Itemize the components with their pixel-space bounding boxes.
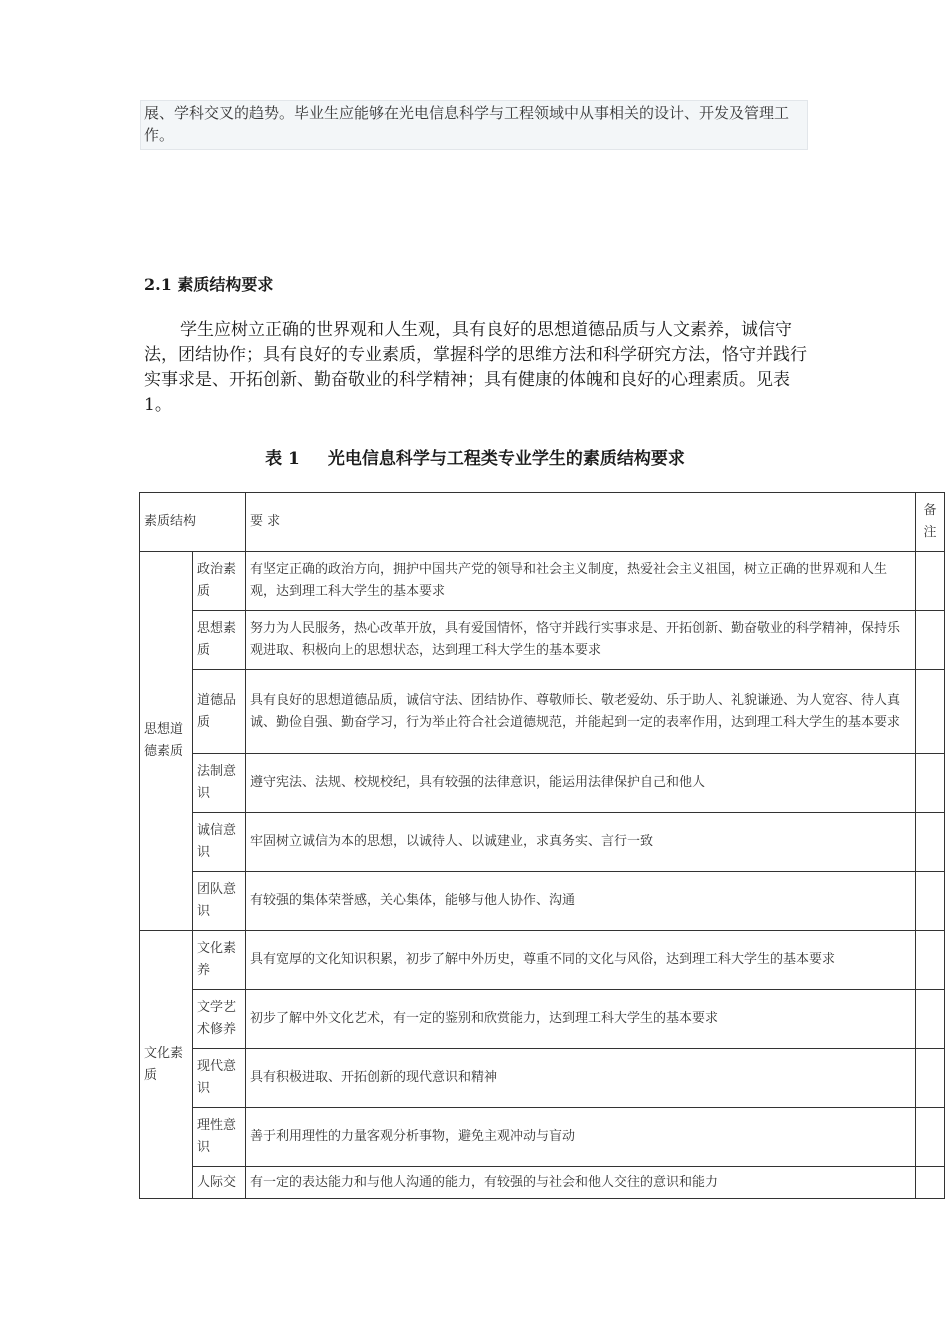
section-paragraph: 学生应树立正确的世界观和人生观，具有良好的思想道德品质与人文素养，诚信守法，团结协作；具有良好的专业素质，掌握科学的思维方法和科学研究方法，恪守并践行实事求是、开拓创新、勤奋敬业的科学精神；具有健康的体魄和良好的心理素质。见表 1。 <box>144 320 807 415</box>
requirement-cell: 遵守宪法、法规、校规校纪，具有较强的法律意识，能运用法律保护自己和他人 <box>246 754 916 813</box>
sub-label: 理性意识 <box>193 1108 246 1167</box>
intro-paragraph: 展、学科交叉的趋势。毕业生应能够在光电信息科学与工程领域中从事相关的设计、开发及管理工作。 <box>140 100 808 150</box>
sub-label: 道德品质 <box>193 670 246 754</box>
note-cell <box>916 754 945 813</box>
header-structure: 素质结构 <box>140 493 246 552</box>
table-caption-title: 光电信息科学与工程类专业学生的素质结构要求 <box>327 449 685 469</box>
note-cell <box>916 813 945 872</box>
note-cell <box>916 1108 945 1167</box>
sub-label: 文学艺术修养 <box>193 990 246 1049</box>
requirement-cell: 有一定的表达能力和与他人沟通的能力，有较强的与社会和他人交往的意识和能力 <box>246 1167 916 1199</box>
table-row <box>140 670 945 754</box>
table-caption-number: 表 1 <box>265 449 300 469</box>
table-row <box>140 552 945 611</box>
sub-label: 思想素质 <box>193 611 246 670</box>
note-cell <box>916 1167 945 1199</box>
table-header-row <box>140 493 945 552</box>
table-row <box>140 754 945 813</box>
requirement-cell: 有坚定正确的政治方向，拥护中国共产党的领导和社会主义制度，热爱社会主义祖国，树立正确的世界观和人生观，达到理工科大学生的基本要求 <box>246 552 916 611</box>
table-row <box>140 931 945 990</box>
note-cell <box>916 611 945 670</box>
requirement-cell: 努力为人民服务，热心改革开放，具有爱国情怀，恪守并践行实事求是、开拓创新、勤奋敬业的科学精神，保持乐观进取、积极向上的思想状态，达到理工科大学生的基本要求 <box>246 611 916 670</box>
header-requirement: 要 求 <box>246 493 916 552</box>
section-heading: 2.1 素质结构要求 <box>144 275 274 294</box>
note-cell <box>916 872 945 931</box>
sub-label: 人际交 <box>193 1167 246 1199</box>
sub-label: 文化素养 <box>193 931 246 990</box>
table-row <box>140 1167 945 1199</box>
table-row <box>140 872 945 931</box>
table-row <box>140 813 945 872</box>
sub-label: 诚信意识 <box>193 813 246 872</box>
note-cell <box>916 931 945 990</box>
note-cell <box>916 552 945 611</box>
group-label: 文化素质 <box>140 931 193 1199</box>
requirement-cell: 善于利用理性的力量客观分析事物，避免主观冲动与盲动 <box>246 1108 916 1167</box>
note-cell <box>916 1049 945 1108</box>
table-row <box>140 611 945 670</box>
sub-label: 政治素质 <box>193 552 246 611</box>
table-row <box>140 1049 945 1108</box>
requirement-cell: 具有宽厚的文化知识积累，初步了解中外历史，尊重不同的文化与风俗，达到理工科大学生的基本要求 <box>246 931 916 990</box>
quality-structure-table <box>139 492 945 1199</box>
table-caption <box>0 444 950 469</box>
group-label: 思想道德素质 <box>140 552 193 931</box>
sub-label: 团队意识 <box>193 872 246 931</box>
note-cell <box>916 990 945 1049</box>
requirement-cell: 具有积极进取、开拓创新的现代意识和精神 <box>246 1049 916 1108</box>
requirement-cell: 有较强的集体荣誉感，关心集体，能够与他人协作、沟通 <box>246 872 916 931</box>
sub-label: 法制意识 <box>193 754 246 813</box>
table-row <box>140 1108 945 1167</box>
table-row <box>140 990 945 1049</box>
requirement-cell: 初步了解中外文化艺术，有一定的鉴别和欣赏能力，达到理工科大学生的基本要求 <box>246 990 916 1049</box>
requirement-cell: 牢固树立诚信为本的思想，以诚待人、以诚建业，求真务实、言行一致 <box>246 813 916 872</box>
requirement-cell: 具有良好的思想道德品质，诚信守法、团结协作、尊敬师长、敬老爱幼、乐于助人、礼貌谦逊、为人宽容、待人真诚、勤俭自强、勤奋学习，行为举止符合社会道德规范，并能起到一定的表率作用，达到理工科大学生的基本要求 <box>246 670 916 754</box>
header-note: 备注 <box>916 493 945 552</box>
note-cell <box>916 670 945 754</box>
sub-label: 现代意识 <box>193 1049 246 1108</box>
